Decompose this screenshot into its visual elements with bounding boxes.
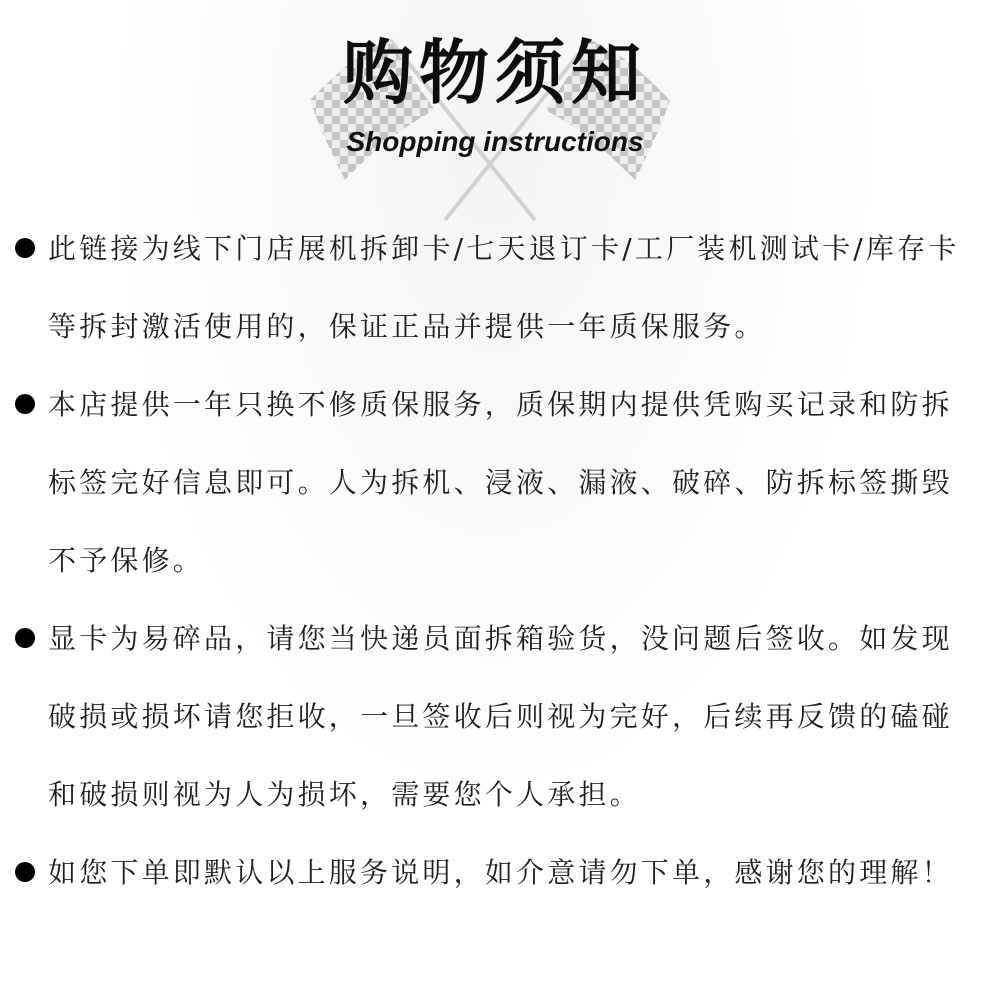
list-item-text: 显卡为易碎品，请您当快递员面拆箱验货，没问题后签收。如发现破损或损坏请您拒收，一旦签收后则视为完好，后续再反馈的磕碰和破损则视为人为损坏，需要您个人承担。: [48, 622, 953, 811]
bullet-dot-icon: [15, 862, 35, 882]
list-item-text: 本店提供一年只换不修质保服务，质保期内提供凭购买记录和防拆标签完好信息即可。人为拆机、浸液、漏液、破碎、防拆标签撕毁不予保修。: [48, 388, 953, 577]
list-item: [0, 834, 990, 912]
list-item: [0, 210, 990, 366]
page-subtitle: Shopping instructions: [346, 126, 644, 157]
list-item: [0, 600, 990, 834]
header: [0, 20, 990, 210]
bullet-dot-icon: [15, 238, 35, 258]
list-item-text: 此链接为线下门店展机拆卸卡/七天退订卡/工厂装机测试卡/库存卡等拆封激活使用的，保证正品并提供一年质保服务。: [48, 232, 960, 343]
instruction-list: [0, 210, 990, 912]
list-item-text: 如您下单即默认以上服务说明，如介意请勿下单，感谢您的理解！: [48, 856, 953, 889]
bullet-dot-icon: [15, 394, 35, 414]
list-item: [0, 366, 990, 600]
page-title: 购物须知: [343, 32, 647, 114]
bullet-dot-icon: [15, 628, 35, 648]
